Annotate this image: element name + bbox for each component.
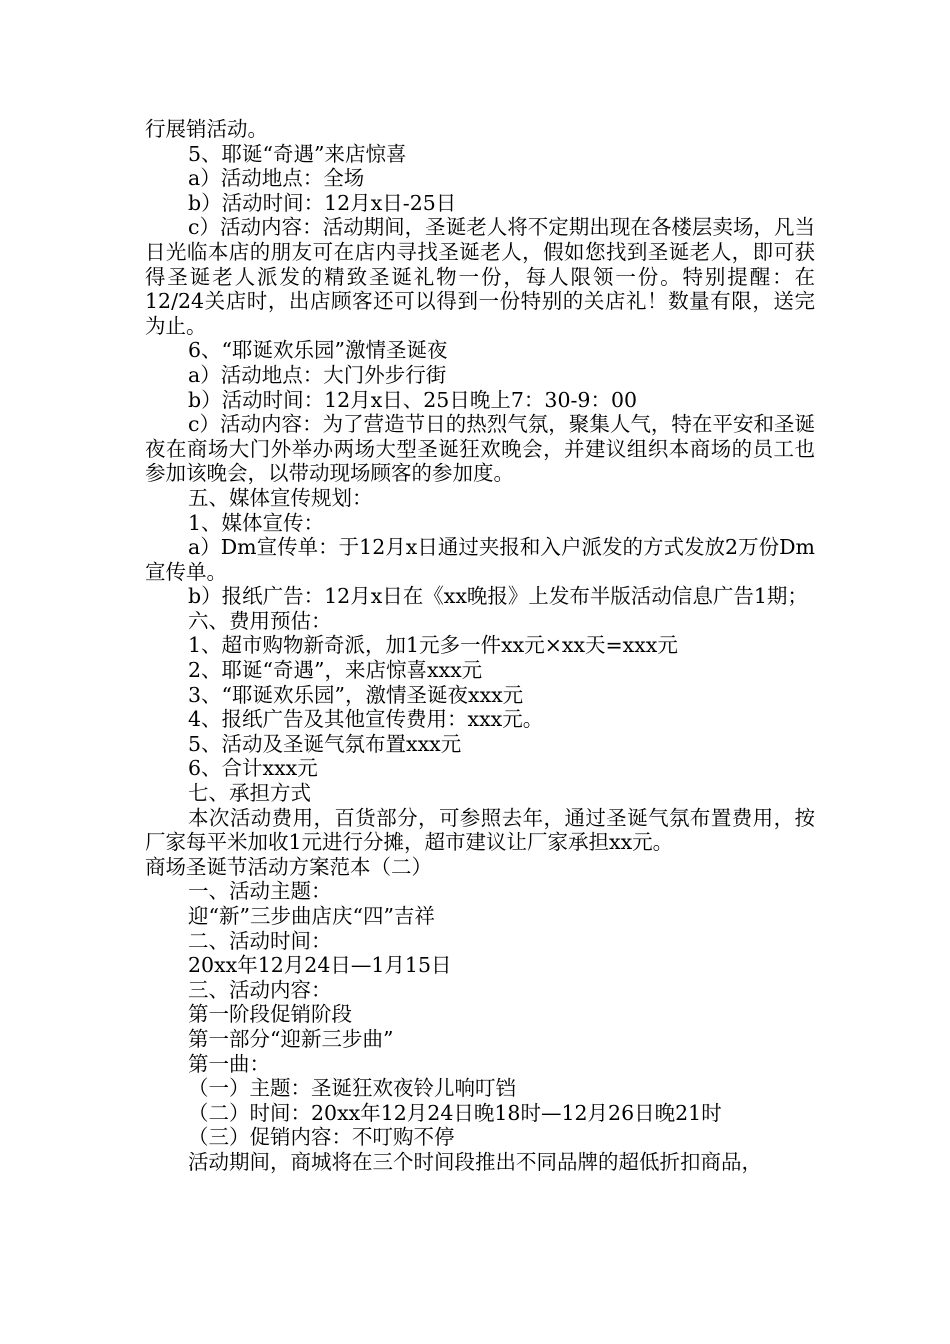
paragraph: 行展销活动。: [145, 117, 268, 141]
paragraph: b）活动时间：12月x日、25日晚上7：30-9：00: [188, 387, 638, 412]
paragraph: a）活动地点：全场: [188, 166, 365, 191]
paragraph: b）活动时间：12月x日-25日: [188, 190, 457, 215]
paragraph: 20xx年12月24日—1月15日: [188, 953, 452, 978]
paragraph: 六、费用预估：: [188, 608, 332, 633]
paragraph: 3、“耶诞欢乐园”，激情圣诞夜xxx元: [188, 682, 524, 707]
paragraph: 4、报纸广告及其他宣传费用：xxx元。: [188, 707, 544, 732]
paragraph: 1、媒体宣传：: [188, 510, 325, 535]
paragraph: a）Dm宣传单：于12月x日通过夹报和入户派发的方式发放2万份Dm宣传单。: [145, 535, 815, 584]
paragraph: 5、耶诞“奇遇”来店惊喜: [188, 141, 407, 166]
section-heading: 商场圣诞节活动方案范本（二）: [145, 854, 432, 879]
paragraph: 三、活动内容：: [188, 977, 332, 1002]
paragraph: 6、“耶诞欢乐园”激情圣诞夜: [188, 338, 448, 363]
paragraph: 活动期间，商城将在三个时间段推出不同品牌的超低折扣商品，: [188, 1149, 762, 1174]
paragraph: c）活动内容：活动期间，圣诞老人将不定期出现在各楼层卖场，凡当日光临本店的朋友可在店内寻找圣诞老人，假如您找到圣诞老人，即可获得圣诞老人派发的精致圣诞礼物一份，每人限领一份。特别提醒：在12/24关店时，出店顾客还可以得到一份特别的关店礼！数量有限，送完为止。: [145, 215, 815, 338]
paragraph: （二）时间：20xx年12月24日晚18时—12月26日晚21时: [188, 1100, 722, 1125]
paragraph: 1、超市购物新奇派，加1元多一件xx元×xx天=xxx元: [188, 633, 678, 658]
paragraph: 2、耶诞“奇遇”，来店惊喜xxx元: [188, 658, 483, 683]
paragraph: 一、活动主题：: [188, 879, 332, 904]
document-body: [145, 117, 815, 1175]
paragraph: （三）促销内容：不叮购不停: [188, 1125, 455, 1150]
paragraph: 五、媒体宣传规划：: [188, 485, 373, 510]
paragraph: c）活动内容：为了营造节日的热烈气氛，聚集人气，特在平安和圣诞夜在商场大门外举办两场大型圣诞狂欢晚会，并建议组织本商场的员工也参加该晚会，以带动现场顾客的参加度。: [145, 412, 815, 486]
paragraph: 第一阶段促销阶段: [188, 1002, 352, 1027]
paragraph: a）活动地点：大门外步行街: [188, 362, 447, 387]
paragraph: 5、活动及圣诞气氛布置xxx元: [188, 731, 462, 756]
paragraph: 6、合计xxx元: [188, 756, 318, 781]
paragraph: 本次活动费用，百货部分，可参照去年，通过圣诞气氛布置费用，按厂家每平米加收1元进行分摊，超市建议让厂家承担xx元。: [145, 805, 815, 855]
paragraph: 七、承担方式: [188, 781, 311, 806]
paragraph: 第一部分“迎新三步曲”: [188, 1026, 394, 1051]
paragraph: 第一曲：: [188, 1051, 270, 1076]
paragraph: 二、活动时间：: [188, 928, 332, 953]
paragraph: b）报纸广告：12月x日在《xx晚报》上发布半版活动信息广告1期；: [188, 584, 808, 609]
paragraph: 迎“新”三步曲店庆“四”吉祥: [188, 904, 435, 928]
paragraph: （一）主题：圣诞狂欢夜铃儿响叮铛: [188, 1076, 516, 1101]
